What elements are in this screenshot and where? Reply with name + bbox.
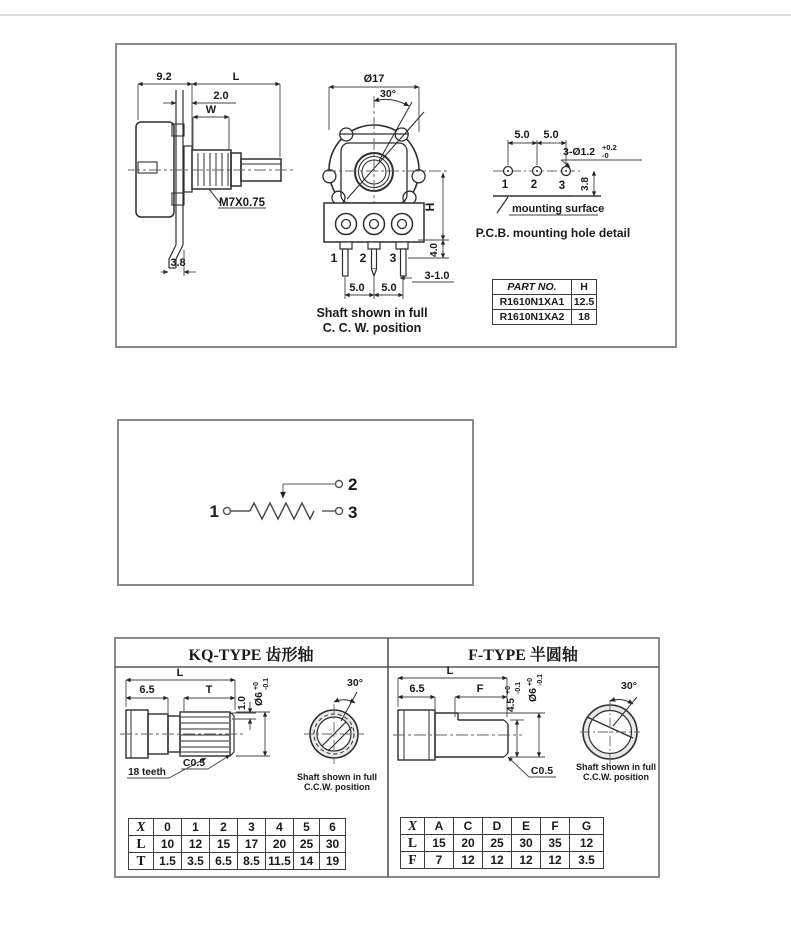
part-table-cell: R1610N1XA2 [493, 310, 572, 325]
dim-label-3-8: 3.8 [580, 177, 591, 191]
f-table-cell: 12 [541, 852, 570, 869]
f-table-cell: 12 [512, 852, 541, 869]
kq-caption-2: C.C.W. position [304, 782, 370, 792]
f-dimension-table [400, 817, 604, 869]
f-table-cell: 3.5 [570, 852, 604, 869]
table-row [129, 853, 346, 870]
kq-table-cell: 30 [320, 836, 346, 853]
f-table-cell: A [425, 818, 454, 835]
terminal-label-1: 1 [209, 502, 219, 521]
table-row [401, 818, 604, 835]
pcb-caption: P.C.B. mounting hole detail [475, 226, 631, 240]
hole-label-1: 1 [501, 179, 509, 191]
holes-dia-label: 3-Ø1.2 [563, 146, 596, 158]
table-row [493, 310, 597, 325]
kq-table-cell: 25 [294, 836, 320, 853]
dim-label-5-0: 5.0 [514, 129, 530, 141]
table-row [129, 819, 346, 836]
dia6-tol-top: +0 [527, 678, 534, 686]
dim-label-5-0: 5.0 [543, 129, 559, 141]
dim-label-5-0: 5.0 [381, 282, 397, 294]
kq-table-cell: L [129, 836, 154, 853]
dim-label-angle: 30° [347, 677, 363, 689]
f-table-cell: D [483, 818, 512, 835]
pin-label-1: 1 [330, 251, 338, 265]
mounting-surface-label: mounting surface [512, 203, 605, 215]
kq-table-cell: 3.5 [182, 853, 210, 870]
hole-label-2: 2 [530, 179, 538, 191]
kq-table-cell: 20 [266, 836, 294, 853]
kq-table-cell: 1.5 [154, 853, 182, 870]
table-row [493, 295, 597, 310]
kq-table-cell: 12 [182, 836, 210, 853]
kq-table-cell: 3 [238, 819, 266, 836]
table-row [401, 835, 604, 852]
dim-label-4-5: 4.5 [506, 698, 517, 712]
f-table-cell: 7 [425, 852, 454, 869]
dim-label-6-5: 6.5 [139, 684, 155, 696]
dim-label-1-0: 1.0 [237, 696, 248, 710]
f-caption-2: C.C.W. position [583, 772, 649, 782]
kq-table-cell: 19 [320, 853, 346, 870]
kq-table-cell: 0 [154, 819, 182, 836]
dim-label-3-1-0: 3-1.0 [424, 270, 450, 282]
kq-table-cell: 15 [210, 836, 238, 853]
f-table-cell: 12 [483, 852, 512, 869]
dim-label-T: T [205, 684, 213, 696]
front-caption-1: Shaft shown in full [316, 306, 428, 320]
f-table-cell: F [541, 818, 570, 835]
table-row [129, 836, 346, 853]
dim-label-4-0: 4.0 [429, 243, 440, 257]
f-table-cell: 12 [570, 835, 604, 852]
dim-label-L: L [232, 71, 240, 83]
f-table-cell: 15 [425, 835, 454, 852]
part-table-cell: R1610N1XA1 [493, 295, 572, 310]
holes-tol-bottom: -0 [602, 151, 609, 160]
dim-label-dia6: Ø6 [527, 687, 539, 702]
dim-label-dia6: Ø6 [253, 691, 265, 706]
front-caption-2: C. C. W. position [322, 321, 422, 335]
table-row [401, 852, 604, 869]
f-table-cell: 20 [454, 835, 483, 852]
dim-label-dia17: Ø17 [363, 73, 385, 85]
dim-label-3-8: 3.8 [170, 257, 186, 269]
part-table-cell: 12.5 [572, 295, 597, 310]
f-caption-1: Shaft shown in full [576, 762, 656, 772]
terminal-label-2: 2 [348, 475, 358, 494]
part-table-cell: 18 [572, 310, 597, 325]
dim-label-angle: 30° [621, 680, 637, 692]
pin-label-3: 3 [389, 251, 397, 265]
f-type-header: F-TYPE 半圆轴 [468, 647, 578, 664]
dim-label-H: H [423, 202, 437, 212]
terminal-eyelets [336, 214, 413, 235]
kq-type-header: KQ-TYPE 齿形轴 [188, 647, 314, 664]
kq-table-cell: 5 [294, 819, 320, 836]
f-table-cell: E [512, 818, 541, 835]
dim-label-6-5: 6.5 [409, 683, 425, 695]
kq-table-cell: 10 [154, 836, 182, 853]
kq-table-cell: T [129, 853, 154, 870]
kq-table-cell: 14 [294, 853, 320, 870]
f-table-cell: 25 [483, 835, 512, 852]
part-table-header-h: H [572, 280, 597, 295]
dim-label-W: W [205, 104, 217, 116]
dim-label-F: F [476, 683, 484, 695]
part-number-table [492, 279, 597, 325]
dim-label-2-0: 2.0 [213, 90, 229, 102]
f-table-cell: C [454, 818, 483, 835]
kq-table-cell: 6.5 [210, 853, 238, 870]
f-table-cell: G [570, 818, 604, 835]
teeth-label: 18 teeth [128, 767, 166, 778]
f-table-cell: L [401, 835, 425, 852]
dim-label-angle: 30° [380, 88, 396, 100]
d45-tol-top: +0 [505, 686, 512, 694]
terminal-node-2 [336, 481, 343, 488]
hole-label-3: 3 [558, 180, 566, 192]
dia6-tol-bottom: -0.1 [537, 673, 544, 686]
f-table-cell: 12 [454, 852, 483, 869]
f-table-cell: 30 [512, 835, 541, 852]
terminal-node-3 [336, 508, 343, 515]
thread-label: M7X0.75 [219, 197, 266, 209]
f-table-cell: X [401, 818, 425, 835]
schematic-frame [118, 420, 473, 585]
f-table-cell: F [401, 852, 425, 869]
dim-label-9-2: 9.2 [156, 71, 172, 83]
kq-table-cell: X [129, 819, 154, 836]
kq-table-cell: 17 [238, 836, 266, 853]
kq-table-cell: 11.5 [266, 853, 294, 870]
dia6-tol-bottom: -0.1 [263, 677, 270, 690]
chamfer-label: C0.5 [182, 757, 206, 769]
pin-label-2: 2 [359, 251, 367, 265]
terminal-label-3: 3 [348, 503, 358, 522]
dia6-tol-top: +0 [253, 682, 260, 690]
kq-table-cell: 4 [266, 819, 294, 836]
holes-tol-top: +0.2 [602, 143, 617, 152]
kq-caption-1: Shaft shown in full [297, 772, 377, 782]
dim-label-L: L [176, 667, 184, 679]
kq-table-cell: 2 [210, 819, 238, 836]
kq-table-cell: 1 [182, 819, 210, 836]
terminal-node-1 [224, 508, 231, 515]
f-table-cell: 35 [541, 835, 570, 852]
kq-dimension-table [128, 818, 346, 870]
kq-table-cell: 6 [320, 819, 346, 836]
dim-label-5-0: 5.0 [349, 282, 365, 294]
d45-tol-bottom: -0.1 [515, 681, 522, 694]
chamfer-label: C0.5 [530, 765, 554, 777]
kq-table-cell: 8.5 [238, 853, 266, 870]
part-table-header-partno: PART NO. [493, 280, 572, 295]
dim-label-L: L [446, 665, 454, 677]
